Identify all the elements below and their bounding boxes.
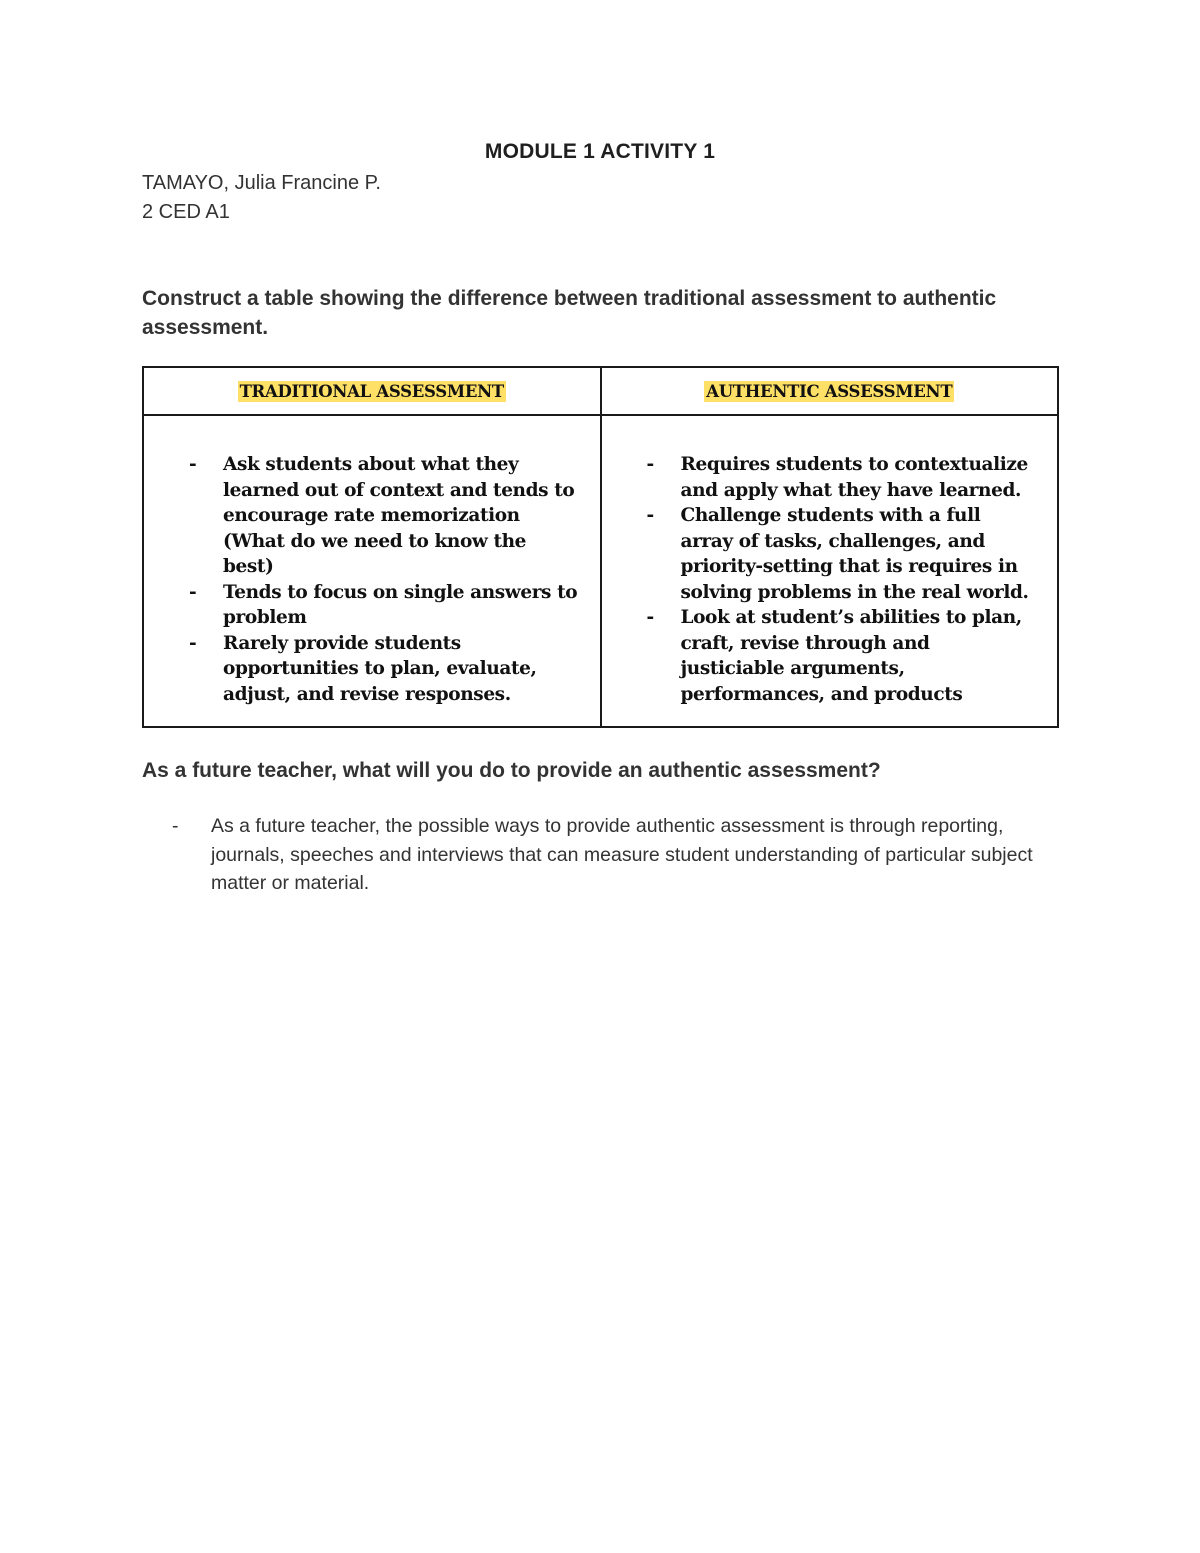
answer-bullet-dash: - xyxy=(172,815,179,837)
authentic-cell xyxy=(601,415,1059,727)
traditional-cell xyxy=(143,415,601,727)
header-traditional xyxy=(143,367,601,415)
answer-text: As a future teacher, the possible ways to provide authentic assessment is through reporting, journals, speeches and interviews that can measure student understanding of particular subject matter or material. xyxy=(211,815,1033,894)
list-item: - Ask students about what they learned out of context and tends to encourage rate memorization (What do we need to know the best) xyxy=(189,452,580,580)
table-header-row xyxy=(143,367,1058,415)
page-title: MODULE 1 ACTIVITY 1 xyxy=(484,140,716,163)
header-traditional-label: TRADITIONAL ASSESSMENT xyxy=(239,381,504,401)
traditional-list xyxy=(144,452,600,707)
question-prompt-2: As a future teacher, what will you do to provide an authentic assessment? xyxy=(142,759,881,782)
answer-paragraph xyxy=(172,812,1072,898)
student-name: TAMAYO, Julia Francine P. xyxy=(142,172,381,194)
comparison-table xyxy=(142,366,1059,728)
header-authentic-label: AUTHENTIC ASSESSMENT xyxy=(706,381,953,401)
list-item: - Challenge students with a full array of tasks, challenges, and priority-setting that is requires in solving problems in the real world. xyxy=(647,503,1038,605)
student-section: 2 CED A1 xyxy=(142,201,230,223)
authentic-list xyxy=(602,452,1058,707)
list-item: - Rarely provide students opportunities to plan, evaluate, adjust, and revise responses. xyxy=(189,631,580,708)
list-item: - Tends to focus on single answers to problem xyxy=(189,580,580,631)
header-authentic xyxy=(601,367,1059,415)
question-prompt-1: Construct a table showing the difference between traditional assessment to authentic assessment. xyxy=(142,287,997,339)
table-row xyxy=(143,415,1058,727)
list-item: - Requires students to contextualize and apply what they have learned. xyxy=(647,452,1038,503)
list-item: - Look at student’s abilities to plan, craft, revise through and justiciable arguments, performances, and products xyxy=(647,605,1038,707)
